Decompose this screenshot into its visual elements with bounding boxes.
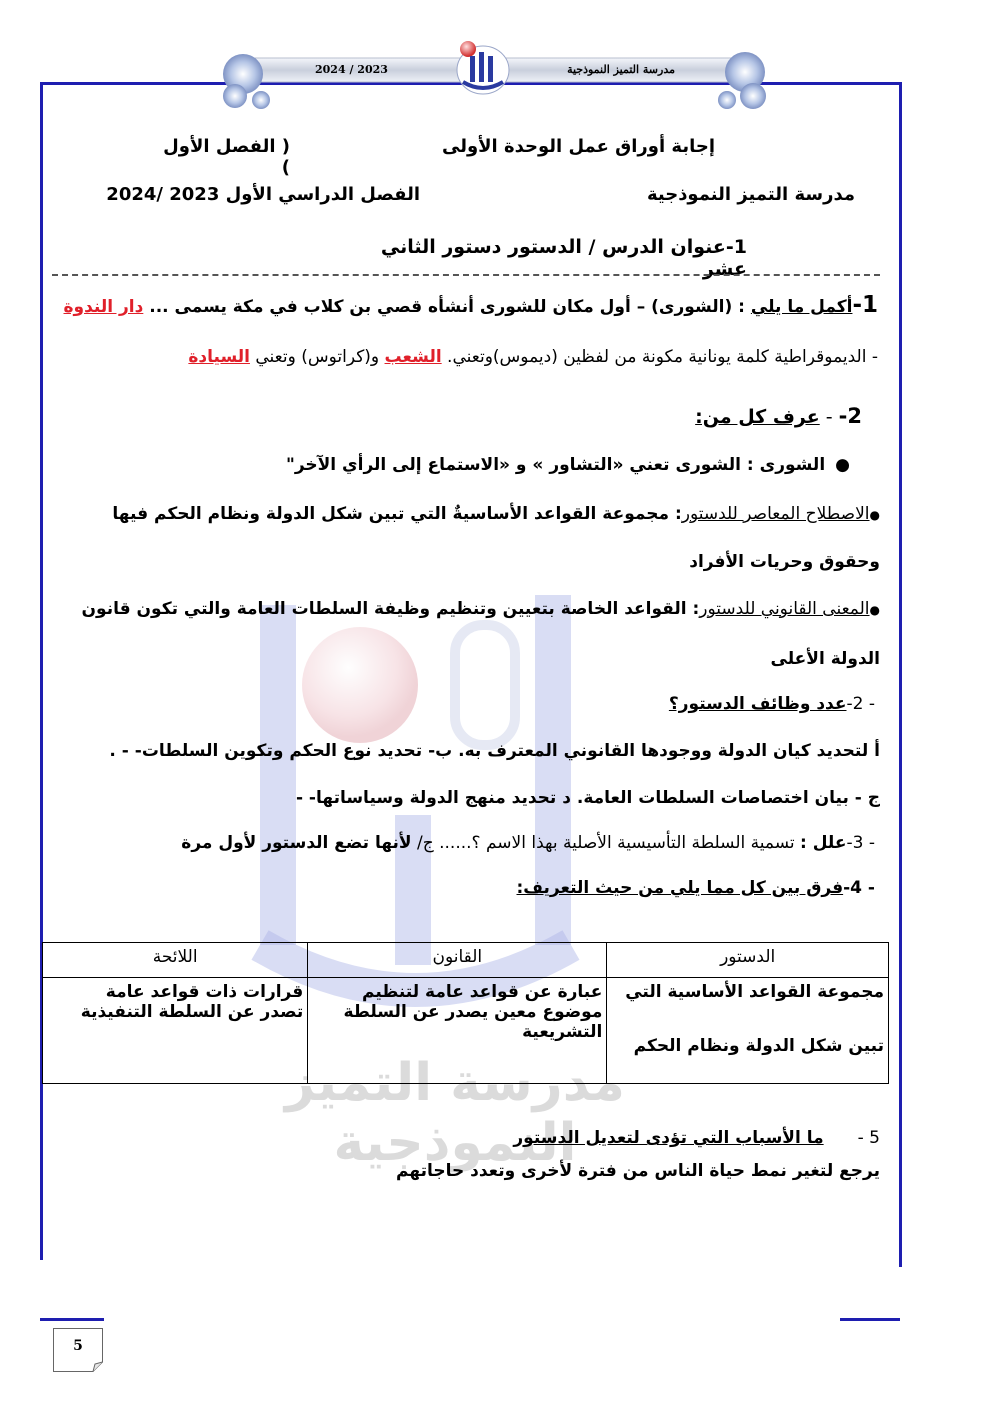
q3-line2: ج - بيان اختصاصات السلطات العامة. د تحديد منهج الدولة وسياساتها- - xyxy=(295,788,880,808)
q1-line2-a: - الديموقراطية كلمة يونانية مكونة من لفظين (ديموس)وتعني. xyxy=(441,347,878,367)
chapter-label: ( الفصل الأول ) xyxy=(163,136,290,178)
q6-label: ما الأسباب التي تؤدى لتعديل الدستور xyxy=(513,1128,824,1148)
q3-heading xyxy=(500,694,875,714)
table-cell-regulation xyxy=(43,978,308,1084)
bullet-icon: ● xyxy=(869,508,880,522)
q2-shura-text: الشورى : الشورى تعني «التشاور » و «الاستماع إلى الرأي الآخر" xyxy=(285,455,826,475)
q4-answer: لأنها تضع الدستور لأول مرة xyxy=(181,833,412,853)
q2-modern-label: الاصطلاح المعاصر للدستور xyxy=(681,504,870,524)
q3-label: عدد وظائف الدستور؟ xyxy=(668,694,847,714)
table-header-row xyxy=(43,943,889,978)
q2-modern xyxy=(46,504,880,524)
q2-number: 2- xyxy=(838,404,862,428)
q3-line1: أ لتحديد كيان الدولة ووجودها القانوني المعترف به. ب- تحديد نوع الحكم وتكوين السلطات- - . xyxy=(109,741,880,761)
q1-number: 1- xyxy=(852,292,878,318)
table-cell-line: قرارات ذات قواعد عامة xyxy=(105,982,304,1002)
banner-ribbon xyxy=(215,38,775,118)
header-banner xyxy=(215,38,775,118)
page-number: 5 xyxy=(73,1338,83,1354)
q2-legal xyxy=(46,599,880,619)
q1-line2-b: و(كراتوس) وتعني xyxy=(249,347,385,367)
q1-answer: دار الندوة xyxy=(63,297,144,317)
q2-heading xyxy=(600,404,862,428)
q4-line xyxy=(70,833,875,853)
q2-modern-text2: وحقوق وحريات الأفراد xyxy=(689,552,880,572)
q2-label: عرف كل من: xyxy=(695,406,820,428)
table-row xyxy=(43,978,889,1084)
table-cell-law xyxy=(308,978,607,1084)
header-school: مدرسة التميز النموذجية xyxy=(567,63,675,76)
q6-prefix: 5 - xyxy=(857,1128,880,1148)
q4-label: علل : xyxy=(800,833,847,853)
q1-line xyxy=(60,292,878,318)
footer-line-right xyxy=(840,1318,900,1321)
q1-line2 xyxy=(60,347,878,367)
q5-prefix: - 4- xyxy=(843,878,875,898)
q2-shura xyxy=(240,455,850,475)
bullet-icon: ● xyxy=(869,603,880,617)
bullet-icon: ● xyxy=(835,455,850,475)
table-cell-line: عبارة عن قواعد عامة لتنظيم xyxy=(362,982,603,1002)
semester-label: الفصل الدراسي الأول 2023 /2024 xyxy=(106,184,420,205)
q1-answer-people: الشعب xyxy=(384,347,442,367)
lesson-title: 1-عنوان الدرس / الدستور دستور الثاني عشر xyxy=(380,236,747,280)
footer-line-left xyxy=(40,1318,104,1321)
table-cell-line: موضوع معين يصدر عن السلطة التشريعية xyxy=(343,1002,603,1042)
q1-label: أكمل ما يلي xyxy=(750,297,853,317)
q4-prefix: - 3- xyxy=(846,833,875,853)
table-cell-line: مجموعة القواعد الأساسية التي xyxy=(625,982,884,1002)
table-header-law: القانون xyxy=(308,943,607,978)
table-cell-line: تبين شكل الدولة ونظام الحكم xyxy=(633,1036,884,1056)
q2-legal-text2: الدولة الأعلى xyxy=(770,649,880,669)
q5-heading xyxy=(480,878,875,898)
table-cell-line: تصدر عن السلطة التنفيذية xyxy=(80,1002,304,1022)
watermark-text: مدرسة التميز النموذجية xyxy=(285,1053,625,1173)
q2-legal-text: : القواعد الخاصة بتعيين وتنظيم وظيفة السلطات العامة والتي تكون قانون xyxy=(81,599,700,619)
q3-prefix: - 2- xyxy=(846,694,875,714)
comparison-table xyxy=(42,942,889,1084)
page-frame-right xyxy=(899,82,902,1267)
q2-modern-text: : مجموعة القواعد الأساسيةٌ التي تبين شكل الدولة ونظام الحكم فيها xyxy=(112,504,682,524)
q4-question: تسمية السلطة التأسيسية الأصلية بهذا الاسم ؟...... ج/ xyxy=(411,833,801,853)
page-title: إجابة أوراق عمل الوحدة الأولى xyxy=(442,136,715,157)
page-number-box xyxy=(53,1328,103,1372)
school-logo-icon xyxy=(457,41,509,94)
q2-legal-label: المعنى القانوني للدستور xyxy=(699,599,870,619)
q1-answer-sovereignty: السيادة xyxy=(188,347,250,367)
table-header-constitution: الدستور xyxy=(607,943,889,978)
q6-answer: يرجع لتغير نمط حياة الناس من فترة لأخرى وتعدد حاجاتهم xyxy=(396,1161,880,1181)
q5-label: فرق بين كل مما يلي من حيث التعريف: xyxy=(516,878,844,898)
school-name: مدرسة التميز النموذجية xyxy=(646,184,855,205)
header-year: 2024 / 2023 xyxy=(315,63,388,76)
table-cell-constitution xyxy=(607,978,889,1084)
table-header-regulation: اللائحة xyxy=(43,943,308,978)
q2-dash: - xyxy=(819,406,839,428)
q6-heading xyxy=(470,1128,880,1148)
dashed-divider xyxy=(52,274,880,276)
q1-text: : (الشورى) – أول مكان للشورى أنشأه قصي بن كلاب في مكة يسمى ... xyxy=(143,297,751,317)
